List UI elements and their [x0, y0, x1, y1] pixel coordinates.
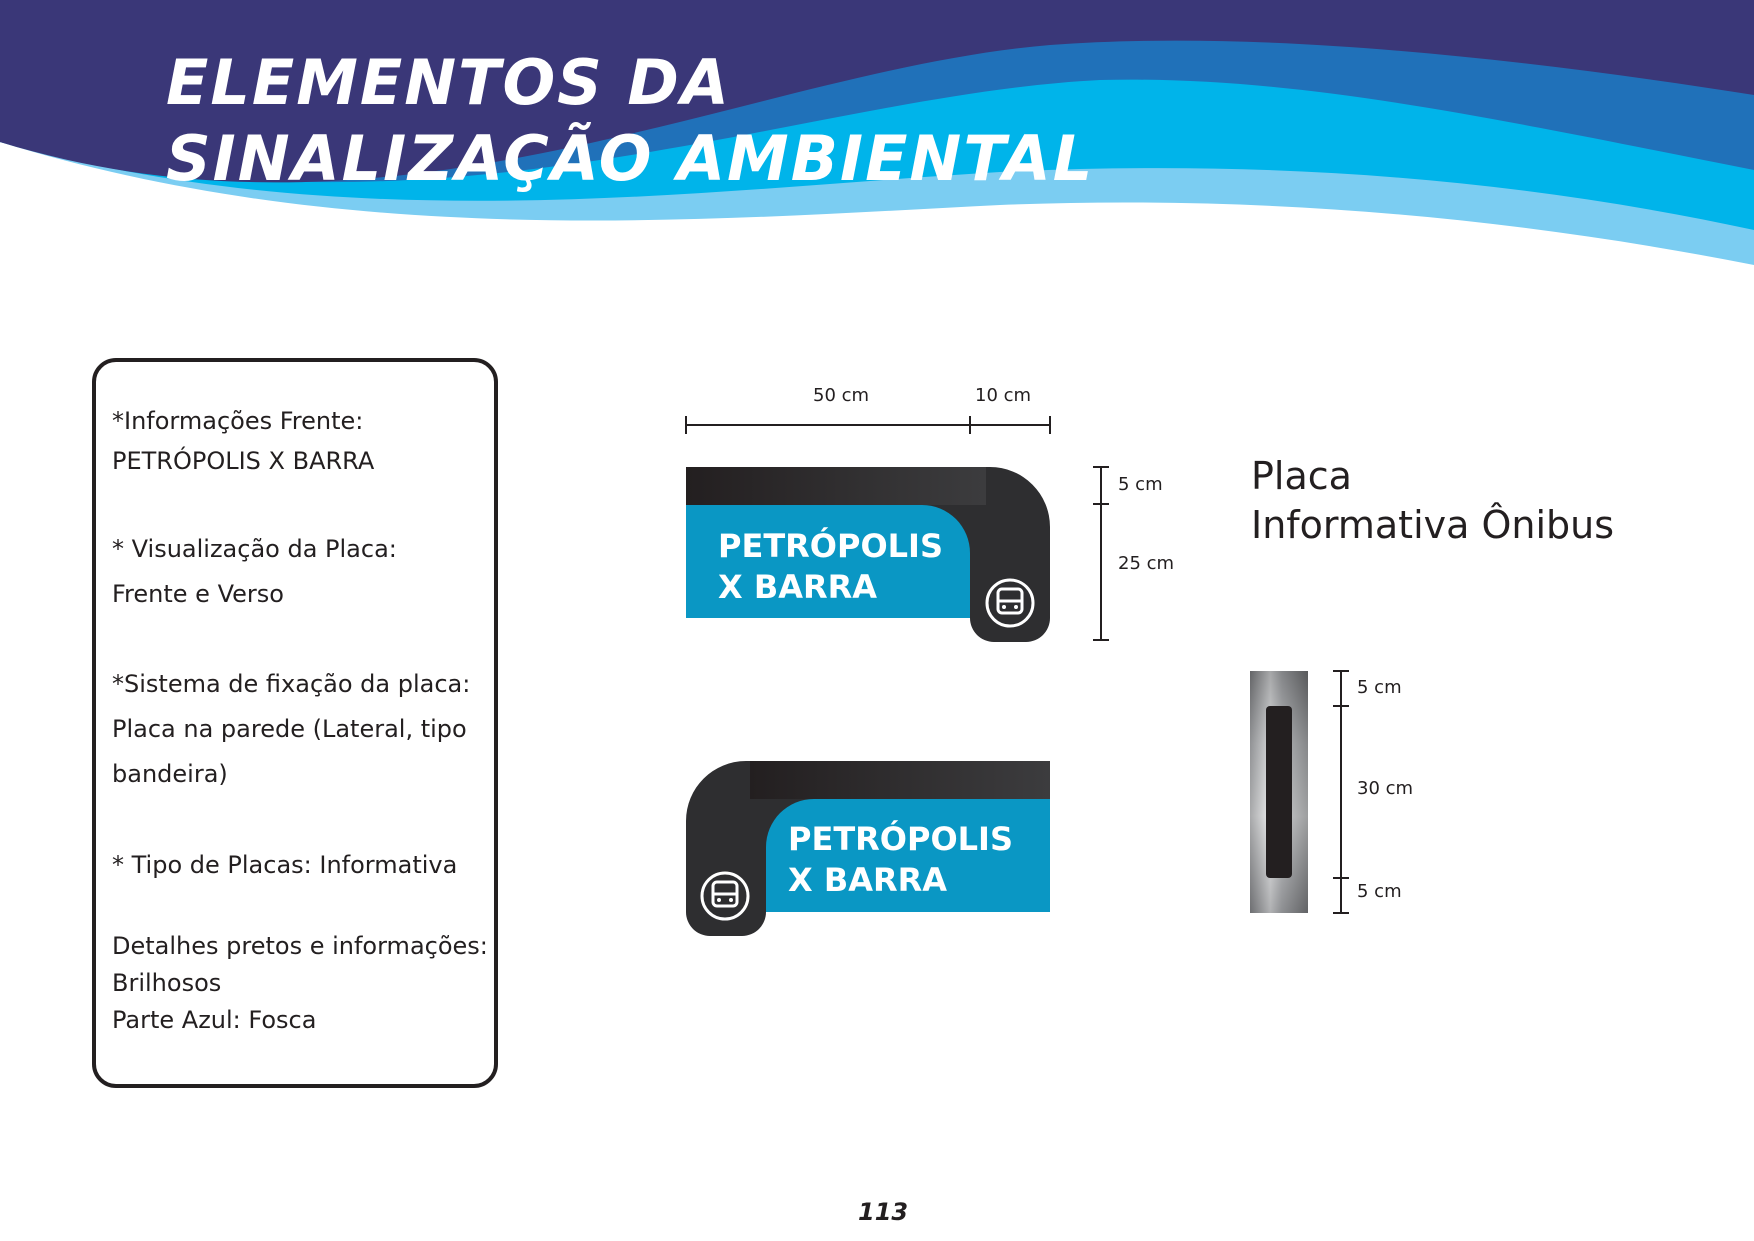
sign-front-line1: PETRÓPOLIS — [718, 527, 943, 565]
dim-height-main: 25 cm — [1118, 553, 1175, 574]
dim-side-main: 30 cm — [1357, 778, 1414, 799]
side-view-bracket — [1250, 671, 1308, 913]
page-title-line1: ELEMENTOS DA — [166, 46, 731, 119]
info-view-label: * Visualização da Placa: — [112, 535, 397, 563]
side-dimension-line — [1333, 671, 1349, 913]
info-blue-finish: Parte Azul: Fosca — [112, 1006, 317, 1034]
info-details-value: Brilhosos — [112, 969, 222, 997]
dim-side-bottom: 5 cm — [1357, 881, 1402, 902]
info-front-label: *Informações Frente: — [112, 407, 364, 435]
info-type: * Tipo de Placas: Informativa — [112, 851, 458, 879]
info-view-value: Frente e Verso — [112, 580, 284, 608]
info-mount-value: Placa na parede (Lateral, tipo — [112, 715, 467, 743]
sign-front-line2: X BARRA — [718, 568, 878, 606]
page-number: 113 — [858, 1198, 909, 1226]
info-front-value: PETRÓPOLIS X BARRA — [112, 447, 375, 475]
width-dimension-line — [686, 416, 1050, 434]
page-title-line2: SINALIZAÇÃO AMBIENTAL — [166, 122, 1095, 195]
info-mount-value-cont: bandeira) — [112, 760, 228, 788]
dim-width-extra: 10 cm — [975, 385, 1032, 406]
sign-heading-line2: Informativa Ônibus — [1251, 503, 1615, 547]
sign-back-line2: X BARRA — [788, 861, 948, 899]
info-details-label: Detalhes pretos e informações: — [112, 932, 488, 960]
info-mount-label: *Sistema de fixação da placa: — [112, 670, 471, 698]
dim-side-top: 5 cm — [1357, 677, 1402, 698]
dim-height-top: 5 cm — [1118, 474, 1163, 495]
sign-back-line1: PETRÓPOLIS — [788, 820, 1013, 858]
sign-heading-line1: Placa — [1251, 454, 1352, 498]
dim-width-main: 50 cm — [813, 385, 870, 406]
height-dimension-line — [1093, 467, 1109, 640]
